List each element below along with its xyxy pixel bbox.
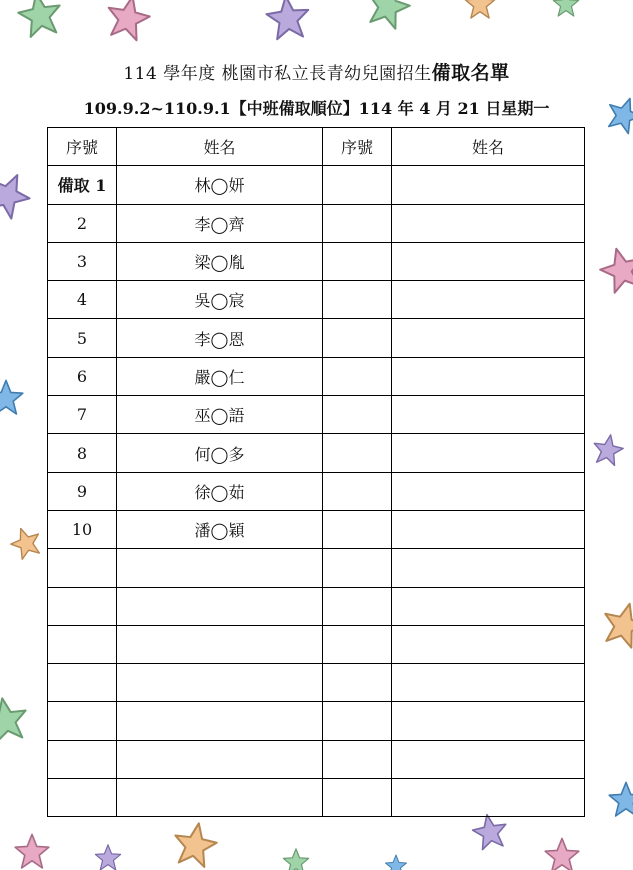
star-icon	[15, 0, 64, 38]
cell-name: 林◯妍	[117, 166, 323, 204]
cell-name: 巫◯語	[117, 396, 323, 434]
star-icon	[171, 820, 220, 869]
star-icon	[7, 524, 45, 562]
title-main: 114 學年度 桃園市私立長青幼兒園招生	[123, 64, 432, 84]
star-icon	[470, 812, 509, 851]
cell-number	[48, 549, 117, 587]
cell-name-2	[392, 281, 585, 319]
cell-name	[117, 664, 323, 702]
star-icon	[591, 432, 625, 466]
cell-number-2	[323, 664, 392, 702]
table-row	[48, 166, 585, 204]
cell-number: 4	[48, 281, 117, 319]
cell-name-2	[392, 396, 585, 434]
star-icon	[15, 834, 49, 868]
table-row	[48, 472, 585, 510]
cell-number-2	[323, 357, 392, 395]
cell-name: 梁◯胤	[117, 242, 323, 280]
cell-name-2	[392, 510, 585, 548]
cell-name: 吳◯宸	[117, 281, 323, 319]
table-row	[48, 319, 585, 357]
cell-number-2	[323, 166, 392, 204]
cell-number-2	[323, 510, 392, 548]
cell-number-2	[323, 779, 392, 817]
cell-name: 李◯齊	[117, 204, 323, 242]
cell-number	[48, 587, 117, 625]
star-icon	[609, 782, 633, 816]
cell-number-2	[323, 472, 392, 510]
cell-number-2	[323, 242, 392, 280]
cell-number: 9	[48, 472, 117, 510]
cell-name: 李◯恩	[117, 319, 323, 357]
cell-number: 7	[48, 396, 117, 434]
star-icon	[283, 849, 308, 870]
cell-name	[117, 549, 323, 587]
cell-name-2	[392, 357, 585, 395]
cell-number-2	[323, 319, 392, 357]
cell-number	[48, 664, 117, 702]
cell-name-2	[392, 779, 585, 817]
cell-number-2	[323, 625, 392, 663]
table-row	[48, 204, 585, 242]
cell-name-2	[392, 702, 585, 740]
cell-name	[117, 779, 323, 817]
cell-name-2	[392, 242, 585, 280]
cell-number-2	[323, 702, 392, 740]
cell-number: 3	[48, 242, 117, 280]
cell-number	[48, 779, 117, 817]
table-row	[48, 702, 585, 740]
star-icon	[0, 695, 30, 744]
cell-name-2	[392, 204, 585, 242]
cell-number-2	[323, 740, 392, 778]
star-icon	[0, 380, 23, 414]
column-header-name: 姓名	[117, 128, 323, 166]
cell-name-2	[392, 664, 585, 702]
cell-number-2	[323, 549, 392, 587]
cell-name: 潘◯穎	[117, 510, 323, 548]
table-row	[48, 357, 585, 395]
cell-number-2	[323, 281, 392, 319]
cell-name-2	[392, 587, 585, 625]
table-row	[48, 625, 585, 663]
cell-number: 10	[48, 510, 117, 548]
column-header-name-2: 姓名	[392, 128, 585, 166]
table-row	[48, 587, 585, 625]
cell-name-2	[392, 549, 585, 587]
table-row	[48, 281, 585, 319]
cell-number: 6	[48, 357, 117, 395]
cell-number: 備取 1	[48, 166, 117, 204]
cell-name-2	[392, 625, 585, 663]
table-row	[48, 664, 585, 702]
page-subtitle: 109.9.2~110.9.1【中班備取順位】114 年 4 月 21 日星期一	[83, 99, 550, 118]
table-row	[48, 779, 585, 817]
cell-name: 徐◯茹	[117, 472, 323, 510]
cell-name-2	[392, 166, 585, 204]
table-row	[48, 510, 585, 548]
star-icon	[95, 845, 120, 870]
cell-name-2	[392, 434, 585, 472]
table-row	[48, 434, 585, 472]
cell-number-2	[323, 587, 392, 625]
cell-number-2	[323, 396, 392, 434]
star-icon	[553, 0, 578, 16]
cell-number: 8	[48, 434, 117, 472]
cell-name	[117, 587, 323, 625]
cell-number-2	[323, 204, 392, 242]
star-icon	[599, 598, 633, 649]
column-header-number: 序號	[48, 128, 117, 166]
table-row	[48, 242, 585, 280]
table-row	[48, 740, 585, 778]
table-row	[48, 396, 585, 434]
waitlist-table	[47, 127, 585, 817]
cell-number	[48, 625, 117, 663]
star-icon	[0, 166, 36, 222]
cell-name	[117, 702, 323, 740]
cell-number: 5	[48, 319, 117, 357]
cell-number	[48, 702, 117, 740]
star-icon	[386, 855, 407, 870]
star-icon	[465, 0, 494, 18]
cell-name-2	[392, 319, 585, 357]
cell-number	[48, 740, 117, 778]
cell-name	[117, 625, 323, 663]
cell-name: 何◯多	[117, 434, 323, 472]
star-icon	[103, 0, 153, 42]
cell-name: 嚴◯仁	[117, 357, 323, 395]
star-icon	[265, 0, 311, 40]
cell-name	[117, 740, 323, 778]
star-icon	[596, 243, 633, 294]
page-title	[0, 58, 633, 85]
cell-name-2	[392, 740, 585, 778]
cell-number: 2	[48, 204, 117, 242]
table-header-row	[48, 128, 585, 166]
star-icon	[363, 0, 414, 31]
column-header-number-2: 序號	[323, 128, 392, 166]
cell-number-2	[323, 434, 392, 472]
table-row	[48, 549, 585, 587]
title-emphasis: 備取名單	[431, 62, 510, 84]
cell-name-2	[392, 472, 585, 510]
star-icon	[545, 838, 579, 870]
